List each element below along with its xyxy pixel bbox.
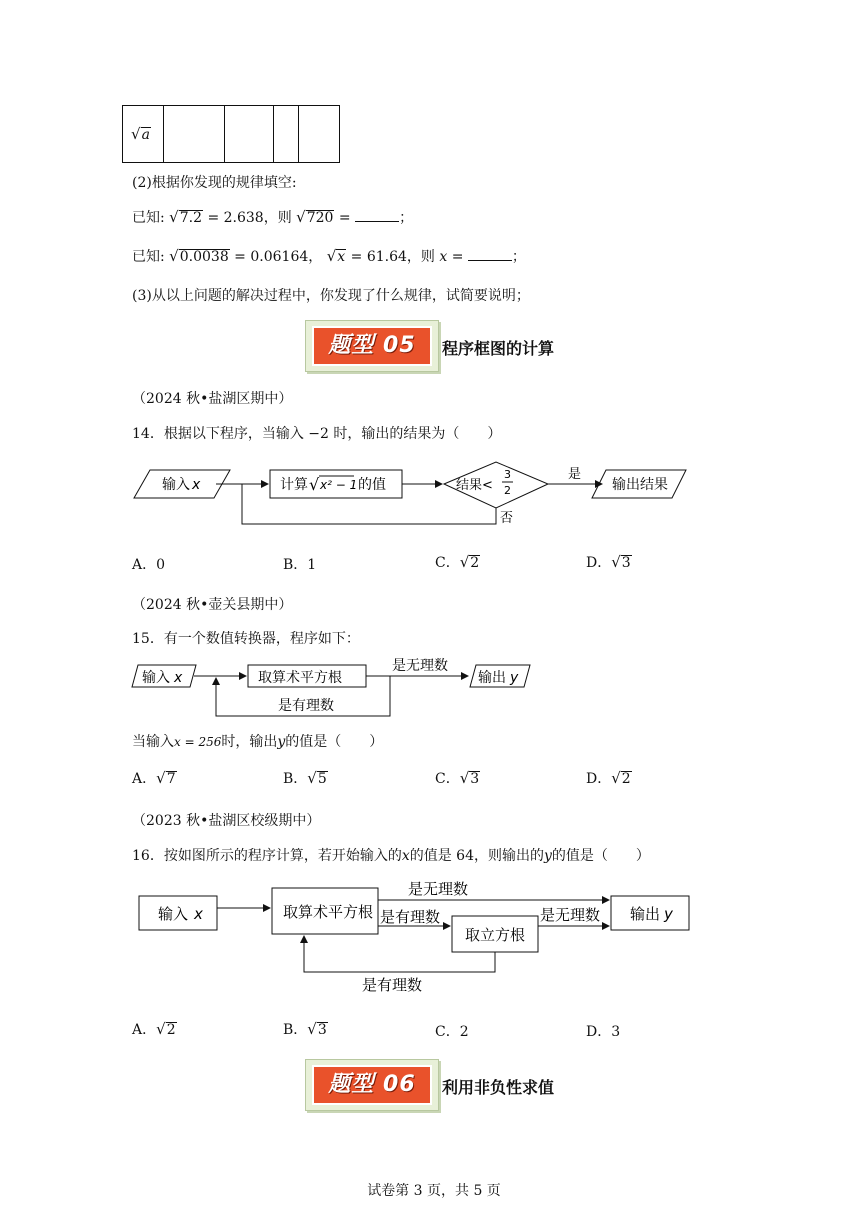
q16-stem: 16．按如图所示的程序计算，若开始输入的x的值是 64，则输出的y的值是（ ） bbox=[132, 848, 650, 864]
svg-text:的值: 的值 bbox=[358, 477, 386, 493]
rational-bottom-label: 是有理数 bbox=[362, 976, 423, 994]
input-label: 输入 bbox=[162, 477, 190, 493]
q15-source: （2024 秋•壶关县期中） bbox=[132, 597, 293, 613]
q15-question: 当输入x = 256时，输出y的值是（ ） bbox=[132, 734, 384, 750]
q16-option-c[interactable]: C．2 bbox=[435, 1024, 469, 1040]
svg-text:y: y bbox=[664, 905, 673, 923]
q16-option-a[interactable]: A．√2 bbox=[132, 1020, 176, 1038]
svg-text:x: x bbox=[192, 477, 201, 493]
sqrt-table-row bbox=[122, 105, 340, 163]
q15-stem: 15．有一个数值转换器，程序如下： bbox=[132, 631, 360, 647]
svg-text:x: x bbox=[194, 905, 203, 923]
q15-flowchart bbox=[128, 654, 538, 720]
svg-text:输出: 输出 bbox=[478, 670, 506, 686]
section-badge-05: 题型 05 bbox=[305, 320, 439, 372]
no-label: 否 bbox=[500, 511, 514, 526]
answer-blank[interactable] bbox=[355, 209, 399, 222]
svg-text:2: 2 bbox=[504, 484, 511, 497]
q14-flowchart bbox=[128, 460, 698, 532]
svg-text:结果<: 结果< bbox=[456, 478, 493, 493]
q16-option-b[interactable]: B．√3 bbox=[283, 1020, 327, 1038]
q13-part3: (3)从以上问题的解决过程中，你发现了什么规律，试简要说明； bbox=[132, 288, 530, 304]
svg-text:3: 3 bbox=[504, 468, 511, 481]
svg-text:取算术平方根: 取算术平方根 bbox=[258, 670, 342, 686]
section-title-06: 利用非负性求值 bbox=[442, 1078, 555, 1097]
q13-line2: 已知: √0.0038 = 0.06164， √x = 61.64，则 x = ； bbox=[132, 247, 526, 265]
svg-text:√: √ bbox=[309, 475, 320, 494]
q14-option-c[interactable]: C．√2 bbox=[435, 553, 480, 571]
svg-text:输出: 输出 bbox=[630, 905, 661, 923]
irrational-label: 是无理数 bbox=[392, 658, 448, 674]
q16-source: （2023 秋•盐湖区校级期中） bbox=[132, 813, 321, 829]
q14-option-b[interactable]: B．1 bbox=[283, 557, 317, 573]
page-footer: 试卷第 3 页，共 5 页 bbox=[367, 1183, 501, 1199]
svg-text:取算术平方根: 取算术平方根 bbox=[283, 903, 374, 921]
q15-option-c[interactable]: C．√3 bbox=[435, 769, 480, 787]
rational-label: 是有理数 bbox=[278, 698, 334, 714]
table-cell-label: √a bbox=[123, 106, 164, 163]
rational-mid-label: 是有理数 bbox=[380, 908, 441, 926]
svg-text:x: x bbox=[174, 670, 183, 686]
section-badge-06: 题型 06 bbox=[305, 1059, 439, 1111]
q13-part2-intro: (2)根据你发现的规律填空: bbox=[132, 175, 297, 191]
q15-option-a[interactable]: A．√7 bbox=[132, 769, 176, 787]
svg-text:输出结果: 输出结果 bbox=[612, 477, 668, 493]
q16-option-d[interactable]: D．3 bbox=[586, 1024, 621, 1040]
answer-blank[interactable] bbox=[468, 248, 512, 261]
yes-label: 是 bbox=[568, 467, 582, 482]
svg-text:x² − 1: x² − 1 bbox=[320, 478, 358, 492]
svg-text:y: y bbox=[510, 670, 519, 686]
irrational-top-label: 是无理数 bbox=[408, 880, 469, 898]
table-cell bbox=[299, 106, 340, 163]
section-title-05: 程序框图的计算 bbox=[442, 339, 555, 358]
svg-text:输入: 输入 bbox=[142, 670, 170, 686]
svg-text:取立方根: 取立方根 bbox=[465, 926, 526, 944]
svg-text:输入: 输入 bbox=[158, 905, 189, 923]
q14-option-d[interactable]: D．√3 bbox=[586, 553, 631, 571]
table-cell bbox=[274, 106, 299, 163]
svg-text:计算: 计算 bbox=[280, 477, 308, 493]
q14-option-a[interactable]: A．0 bbox=[132, 557, 166, 573]
q15-option-b[interactable]: B．√5 bbox=[283, 769, 327, 787]
q14-source: （2024 秋•盐湖区期中） bbox=[132, 391, 293, 407]
q13-line1: 已知: √7.2 = 2.638，则 √720 = ； bbox=[132, 208, 414, 226]
q15-option-d[interactable]: D．√2 bbox=[586, 769, 631, 787]
q16-flowchart bbox=[132, 876, 694, 998]
table-cell bbox=[164, 106, 225, 163]
irrational-right-label: 是无理数 bbox=[540, 906, 601, 924]
table-cell bbox=[225, 106, 274, 163]
q14-stem: 14．根据以下程序，当输入 −2 时，输出的结果为（ ） bbox=[132, 426, 502, 442]
